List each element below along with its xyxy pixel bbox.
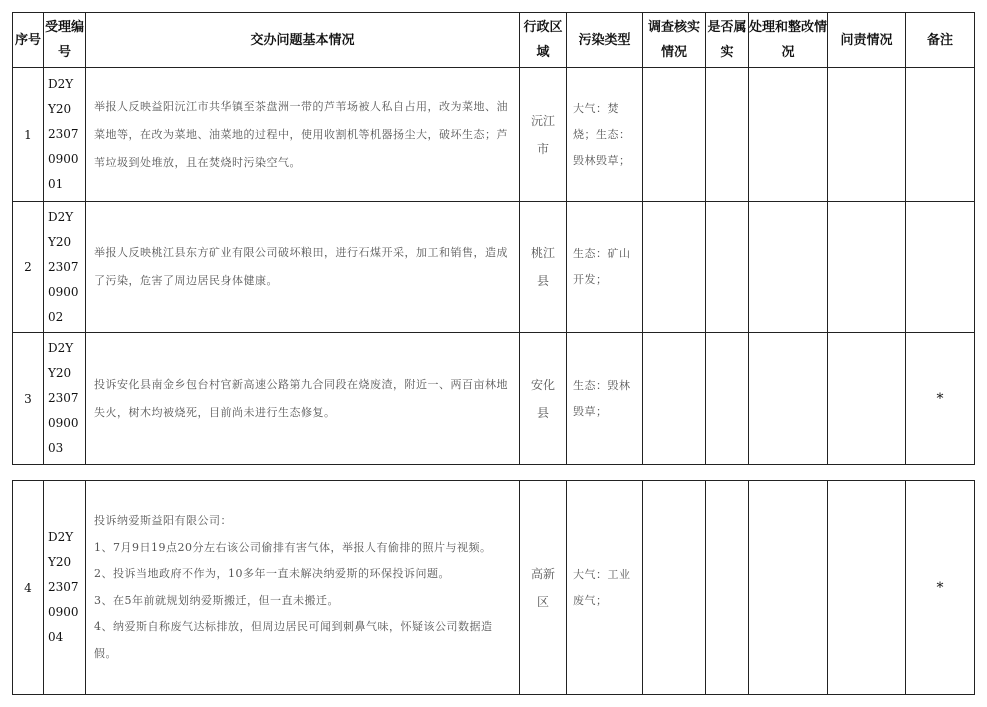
row-description: 投诉安化县南金乡包台村官新高速公路第九合同段在烧废渣，附近一、两百亩林地失火，树木均被烧死，目前尚未进行生态修复。 <box>86 333 520 465</box>
case-id-part: 02 <box>48 309 64 324</box>
row-pollution-type: 生态：矿山开发； <box>567 202 643 333</box>
complaint-table <box>12 12 975 465</box>
case-id-part: 2307 <box>48 391 79 405</box>
row-accountability <box>828 333 906 465</box>
header-region: 行政区域 <box>520 13 567 68</box>
row-investigation <box>643 481 706 695</box>
row-investigation <box>643 68 706 202</box>
table-row <box>13 68 975 202</box>
table-row <box>13 333 975 465</box>
row-case-id <box>44 333 86 465</box>
row-verified <box>706 481 749 695</box>
row-region: 高新区 <box>520 481 567 695</box>
case-id-part: D2Y <box>48 341 74 355</box>
case-id-part: 01 <box>48 177 64 191</box>
row-seq: 4 <box>13 481 44 695</box>
header-remarks: 备注 <box>906 13 975 68</box>
case-id-part: Y20 <box>48 102 72 116</box>
description-line: 1、7月9日19点20分左右该公司偷排有害气体，举报人有偷排的照片与视频。 <box>94 540 492 554</box>
description-line: 投诉纳爱斯益阳有限公司： <box>94 514 232 527</box>
row-region: 桃江县 <box>520 202 567 333</box>
row-region: 安化县 <box>520 333 567 465</box>
row-accountability <box>828 481 906 695</box>
row-investigation <box>643 333 706 465</box>
case-id-part: D2Y <box>48 77 74 91</box>
row-verified <box>706 68 749 202</box>
case-id-part: Y20 <box>48 555 72 569</box>
row-handling <box>749 333 828 465</box>
case-id-part: 03 <box>48 441 64 455</box>
row-pollution-type: 大气：焚烧；生态：毁林毁草； <box>567 68 643 202</box>
header-investigation: 调查核实情况 <box>643 13 706 68</box>
row-pollution-type: 生态：毁林毁草； <box>567 333 643 465</box>
case-id-part: 2307 <box>48 580 79 594</box>
case-id-part: Y20 <box>48 366 72 380</box>
row-region: 沅江市 <box>520 68 567 202</box>
case-id-part: Y20 <box>48 234 72 249</box>
header-description: 交办问题基本情况 <box>86 13 520 68</box>
case-id-part: 2307 <box>48 259 79 274</box>
row-case-id <box>44 68 86 202</box>
row-seq: 2 <box>13 202 44 333</box>
header-verified: 是否属实 <box>706 13 749 68</box>
header-accountability: 问责情况 <box>828 13 906 68</box>
case-id-part: 0900 <box>48 152 79 166</box>
complaint-table-continued <box>12 480 975 695</box>
case-id-part: D2Y <box>48 530 74 544</box>
row-investigation <box>643 202 706 333</box>
header-pollution-type: 污染类型 <box>567 13 643 68</box>
case-id-part: 04 <box>48 630 64 644</box>
row-remark: * <box>906 333 975 465</box>
row-description: 举报人反映益阳沅江市共华镇至茶盘洲一带的芦苇场被人私自占用，改为菜地、油菜地等，在改为菜地、油菜地的过程中，使用收割机等机器扬尘大，破坏生态；芦苇垃圾到处堆放，且在焚烧时污染空气。 <box>86 68 520 202</box>
description-line: 4、纳爱斯自称废气达标排放，但周边居民可闻到刺鼻气味，怀疑该公司数据造假。 <box>94 620 493 660</box>
row-handling <box>749 202 828 333</box>
case-id-part: D2Y <box>48 209 74 224</box>
case-id-part: 0900 <box>48 284 79 299</box>
row-remark <box>906 68 975 202</box>
row-pollution-type: 大气：工业废气； <box>567 481 643 695</box>
row-accountability <box>828 202 906 333</box>
case-id-part: 0900 <box>48 416 79 430</box>
header-case-id: 受理编号 <box>44 13 86 68</box>
row-case-id <box>44 202 86 333</box>
description-line: 3、在5年前就规划纳爱斯搬迁，但一直未搬迁。 <box>94 593 339 607</box>
row-remark <box>906 202 975 333</box>
description-line: 2、投诉当地政府不作为，10多年一直未解决纳爱斯的环保投诉问题。 <box>94 567 450 580</box>
case-id-part: 2307 <box>48 127 79 141</box>
row-remark: * <box>906 481 975 695</box>
row-seq: 1 <box>13 68 44 202</box>
row-handling <box>749 68 828 202</box>
case-id-part: 0900 <box>48 605 79 619</box>
header-seq: 序号 <box>13 13 44 68</box>
header-handling: 处理和整改情况 <box>749 13 828 68</box>
row-verified <box>706 202 749 333</box>
table-row <box>13 202 975 333</box>
row-verified <box>706 333 749 465</box>
row-accountability <box>828 68 906 202</box>
table-row <box>13 481 975 695</box>
row-seq: 3 <box>13 333 44 465</box>
row-description: 举报人反映桃江县东方矿业有限公司破坏粮田，进行石煤开采，加工和销售，造成了污染，危害了周边居民身体健康。 <box>86 202 520 333</box>
row-case-id <box>44 481 86 695</box>
row-handling <box>749 481 828 695</box>
row-description <box>86 481 520 695</box>
header-row <box>13 13 975 68</box>
